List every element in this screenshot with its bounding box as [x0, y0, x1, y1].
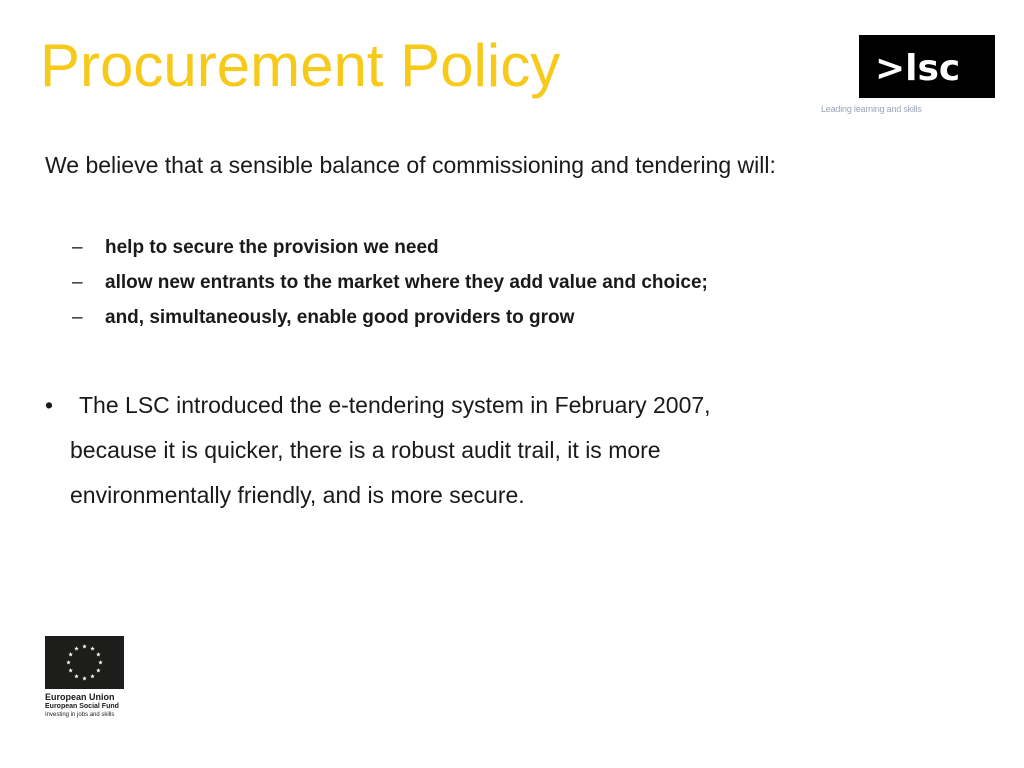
bullet-line: because it is quicker, there is a robust audit trail, it is more [70, 437, 661, 463]
bullet-line: The LSC introduced the e-tendering system in February 2007, [79, 392, 711, 418]
bullet-marker: • [45, 392, 54, 418]
sub-point-text: allow new entrants to the market where they add value and choice; [105, 272, 708, 293]
lsc-logo-graphic [859, 35, 995, 98]
sub-point-text: and, simultaneously, enable good providers to grow [105, 307, 575, 328]
eu-flag-icon [45, 636, 124, 689]
esf-label: European Social Fund [45, 703, 119, 710]
sub-point-text: help to secure the provision we need [105, 237, 439, 258]
bullet-line: environmentally friendly, and is more secure. [70, 482, 525, 508]
svg-text:>lsc: >lsc [875, 48, 961, 89]
dash-marker: – [72, 272, 83, 293]
bullet-paragraph [45, 383, 905, 518]
dash-marker: – [72, 307, 83, 328]
lsc-logo [859, 35, 995, 98]
slide-title: Procurement Policy [40, 32, 561, 99]
eu-label: European Union [45, 692, 115, 702]
dash-marker: – [72, 237, 83, 258]
eu-tagline: Investing in jobs and skills [45, 712, 115, 718]
eu-logo [45, 636, 125, 720]
lsc-tagline: Leading learning and skills [821, 104, 922, 114]
intro-text: We believe that a sensible balance of commissioning and tendering will: [45, 152, 776, 178]
